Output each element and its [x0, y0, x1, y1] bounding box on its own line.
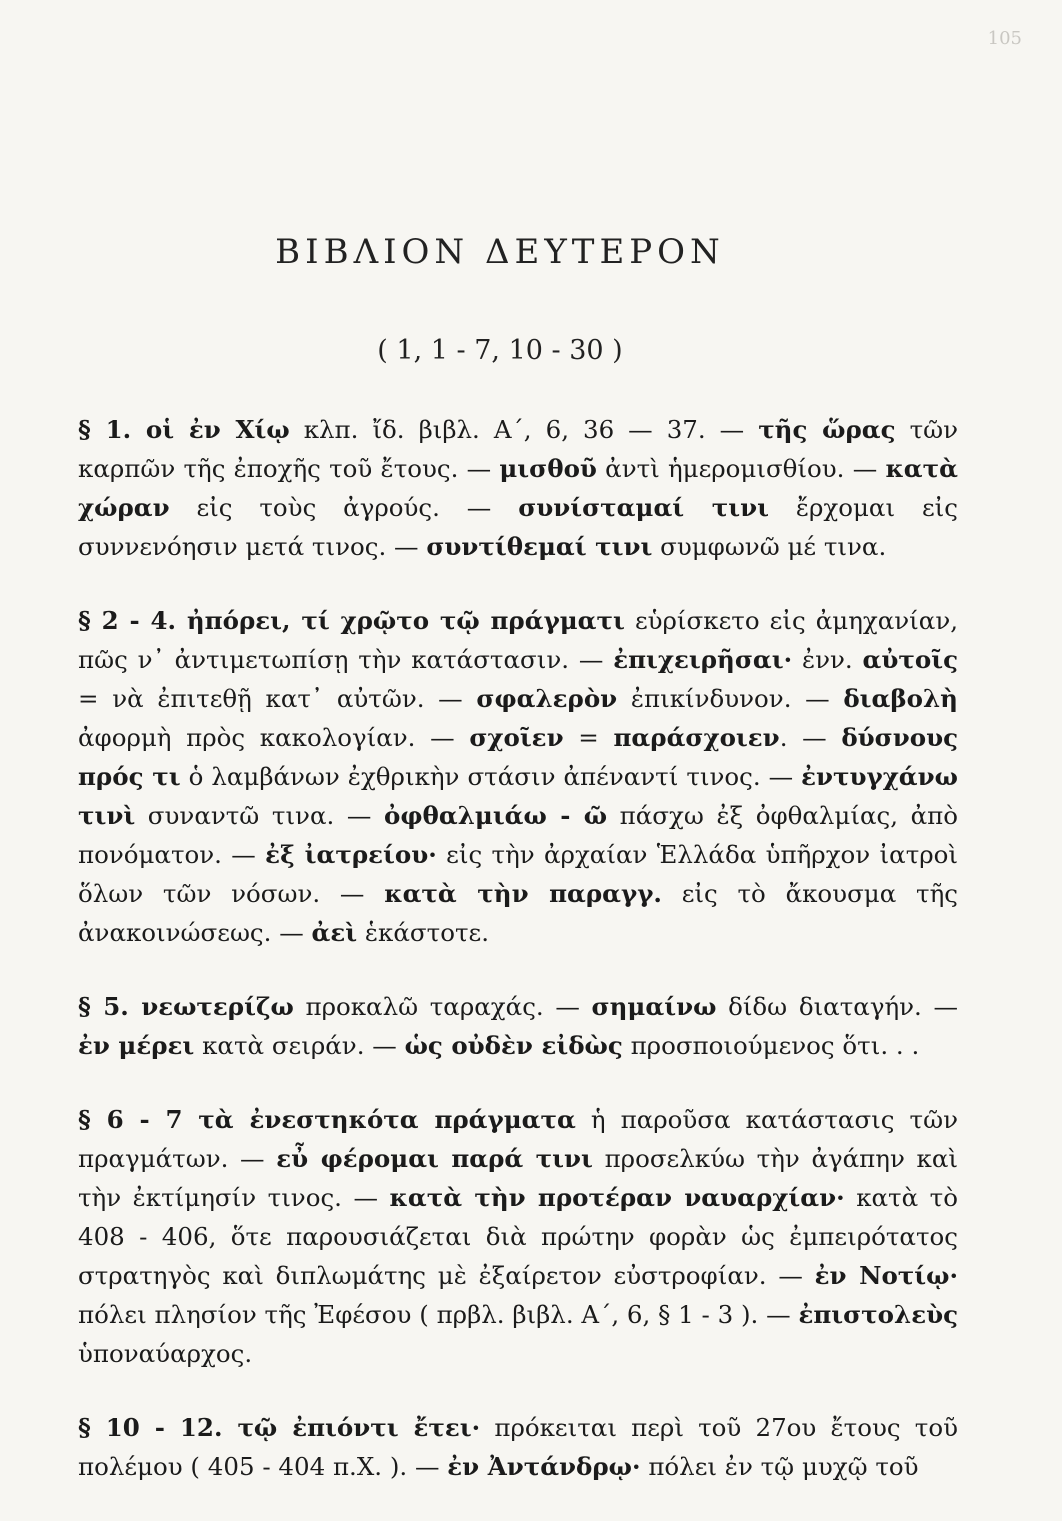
gloss-text: =	[563, 723, 614, 752]
page-number: 105	[987, 28, 1022, 49]
lemma-term: ἐπιστολεὺς	[798, 1300, 958, 1329]
lemma-term: συντίθεμαί τινι	[426, 532, 653, 561]
chapter-range: ( 1, 1 - 7, 10 - 30 )	[377, 335, 623, 366]
gloss-text: εὑρίσκετο εἰς ἀμηχανίαν, πῶς ν᾽ ἀντιμετωπίσῃ τὴν κατάστασιν. —	[78, 606, 959, 674]
lemma-term: § 6 - 7 τὰ ἐνεστηκότα πράγματα	[78, 1105, 576, 1134]
gloss-text: ἀντὶ ἡμερομισθίου. —	[596, 454, 886, 483]
gloss-text: = νὰ ἐπιτεθῇ κατ᾽ αὐτῶν. —	[78, 684, 477, 713]
commentary-paragraph	[78, 1100, 958, 1373]
gloss-text: κατὰ σειράν. —	[194, 1031, 405, 1060]
lemma-term: συνίσταμαί τινι	[518, 493, 769, 522]
gloss-text: εἰς τὸ ἄκουσμα τῆς ἀνακοινώσεως. —	[78, 879, 958, 947]
book-title: ΒΙΒΛΙΟΝ ΔΕΥΤΕΡΟΝ	[275, 232, 725, 272]
lemma-term: εὖ φέρομαι παρά τινι	[276, 1144, 593, 1173]
lemma-term: ἐν Ἀντάνδρῳ·	[447, 1452, 641, 1481]
lemma-term: ἐν Νοτίῳ·	[814, 1261, 959, 1290]
gloss-text: ἡ παροῦσα κατάστασις τῶν πραγμάτων. —	[78, 1105, 958, 1173]
lemma-term: μισθοῦ	[499, 454, 597, 483]
gloss-text: δίδω διαταγήν. —	[716, 992, 958, 1021]
lemma-term: ἀεὶ	[311, 918, 358, 947]
gloss-text: ἑκάστοτε.	[357, 918, 489, 947]
lemma-term: ἐξ ἰατρείου·	[265, 840, 437, 869]
commentary-paragraph	[78, 410, 958, 566]
lemma-term: ὡς οὐδὲν εἰδὼς	[404, 1031, 623, 1060]
gloss-text: ἐνν.	[792, 645, 863, 674]
lemma-term: § 10 - 12. τῷ ἐπιόντι ἔτει·	[78, 1413, 481, 1442]
gloss-text: πάσχω ἐξ ὀφθαλμίας, ἀπὸ πονόματον. —	[78, 801, 959, 869]
lemma-term: σχοῖεν	[469, 723, 564, 752]
lemma-term: ἐν μέρει	[78, 1031, 195, 1060]
gloss-text: ὁ λαμβάνων ἐχθρικὴν στάσιν ἀπέναντί τινος. —	[180, 762, 802, 791]
lemma-term: κατὰ τὴν προτέραν ναυαρχίαν·	[389, 1183, 845, 1212]
commentary-paragraph	[78, 987, 958, 1065]
gloss-text: πόλει πλησίον τῆς Ἐφέσου ( πρβλ. βιβλ. Α΄, 6, § 1 - 3 ). —	[78, 1300, 799, 1329]
commentary-paragraph	[78, 1408, 958, 1486]
lemma-term: ὀφθαλμιάω - ῶ	[384, 801, 608, 830]
gloss-text: πρόκειται περὶ τοῦ 27ου ἔτους τοῦ πολέμου ( 405 - 404 π.Χ. ). —	[78, 1413, 958, 1481]
lemma-term: τῆς ὥρας	[758, 415, 896, 444]
lemma-term: § 2 - 4. ἠπόρει, τί χρῷτο τῷ πράγματι	[78, 606, 625, 635]
lemma-term: § 5. νεωτερίζω	[78, 992, 294, 1021]
gloss-text: ἀφορμὴ πρὸς κακολογίαν. —	[78, 723, 470, 752]
gloss-text: κατὰ τὸ 408 - 406, ὅτε παρουσιάζεται διὰ πρώτην φορὰν ὡς ἐμπειρότατος στρατηγὸς καὶ διπλωμάτης μὲ ἐξαίρετον εὐστροφίαν. —	[78, 1183, 958, 1290]
gloss-text: ὑποναύαρχος.	[78, 1339, 253, 1368]
lemma-term: διαβολὴ	[843, 684, 958, 713]
gloss-text: ἐπικίνδυνον. —	[617, 684, 844, 713]
commentary-body	[78, 410, 958, 1521]
gloss-text: πόλει ἐν τῷ μυχῷ τοῦ	[640, 1452, 919, 1481]
gloss-text: εἰς τὴν ἀρχαίαν Ἑλλάδα ὑπῆρχον ἰατροὶ ὅλων τῶν νόσων. —	[78, 840, 959, 908]
gloss-text: προσποιούμενος ὅτι. . .	[622, 1031, 920, 1060]
lemma-term: παράσχοιεν	[613, 723, 780, 752]
gloss-text: ἔρχομαι εἰς συννενόησιν μετά τινος. —	[78, 493, 958, 561]
commentary-paragraph	[78, 601, 958, 952]
gloss-text: κλπ. ἴδ. βιβλ. Α΄, 6, 36 — 37. —	[289, 415, 759, 444]
gloss-text: συναντῶ τινα. —	[135, 801, 384, 830]
lemma-term: κατὰ τὴν παραγγ.	[384, 879, 662, 908]
lemma-term: σφαλερὸν	[476, 684, 618, 713]
lemma-term: δύσνους πρός τι	[78, 723, 958, 791]
lemma-term: § 1. οἱ ἐν Χίῳ	[78, 415, 290, 444]
gloss-text: προκαλῶ ταραχάς. —	[293, 992, 592, 1021]
lemma-term: αὐτοῖς	[862, 645, 958, 674]
lemma-term: κατὰ χώραν	[78, 454, 958, 522]
lemma-term: σημαίνω	[591, 992, 717, 1021]
gloss-text: εἰς τοὺς ἀγρούς. —	[169, 493, 519, 522]
gloss-text: προσελκύω τὴν ἀγάπην καὶ τὴν ἐκτίμησίν τινος. —	[78, 1144, 958, 1212]
gloss-text: . —	[779, 723, 842, 752]
lemma-term: ἐπιχειρῆσαι·	[613, 645, 793, 674]
gloss-text: τῶν καρπῶν τῆς ἐποχῆς τοῦ ἔτους. —	[78, 415, 959, 483]
lemma-term: ἐντυγχάνω τινὶ	[78, 762, 958, 830]
gloss-text: συμφωνῶ μέ τινα.	[652, 532, 887, 561]
